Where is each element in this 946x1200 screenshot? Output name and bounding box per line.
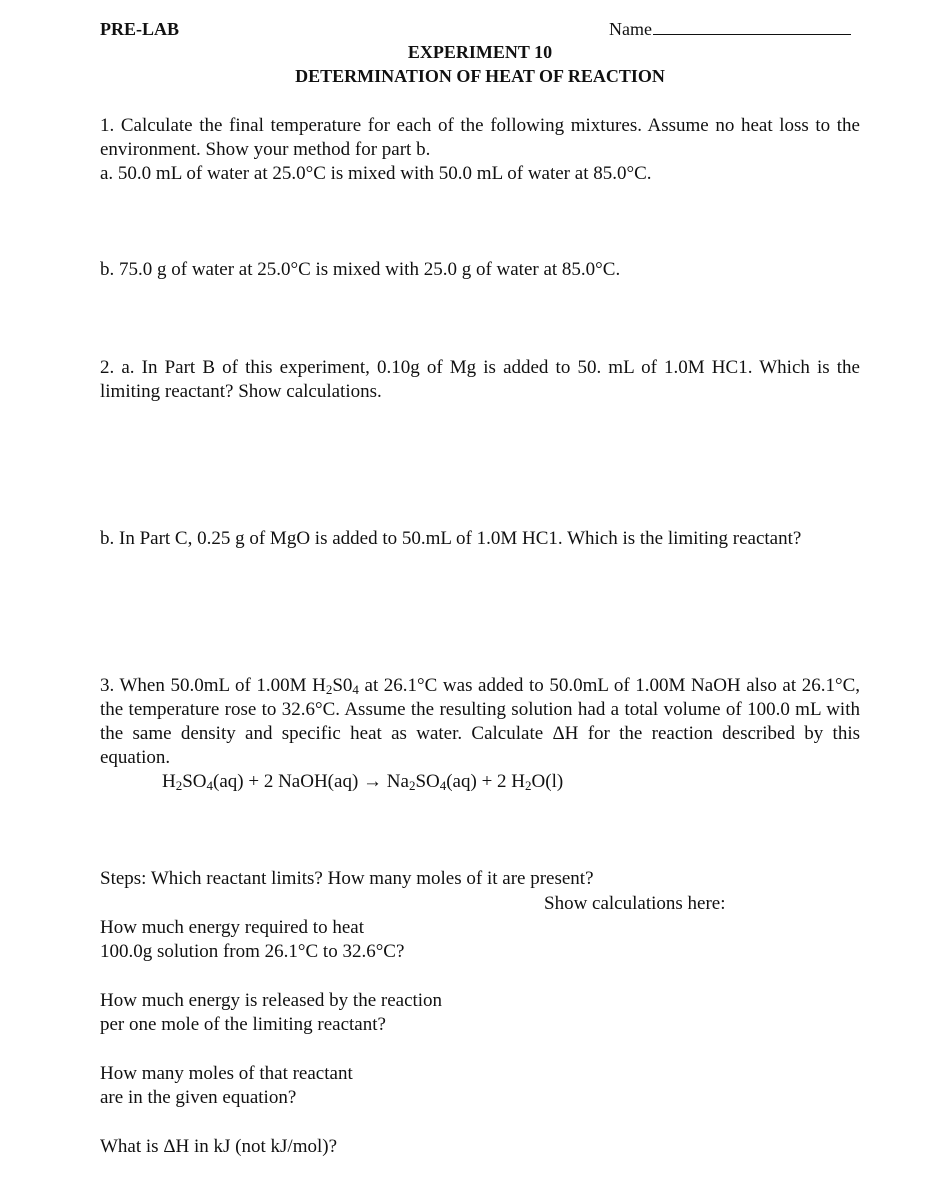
prelab-label: PRE-LAB <box>100 19 180 39</box>
eq-part: SO <box>415 771 440 792</box>
name-label: Name <box>609 19 652 39</box>
q3-prompt <box>100 674 860 770</box>
q1-part-b: b. 75.0 g of water at 25.0°C is mixed with 25.0 g of water at 85.0°C. <box>100 259 621 280</box>
eq-sub: 2 <box>175 778 183 793</box>
q3-sub-2: 4 <box>352 682 359 697</box>
eq-part: O(l) <box>531 771 564 792</box>
step-3-line-1: How many moles of that reactant <box>100 1063 353 1084</box>
eq-sub: 2 <box>408 778 416 793</box>
q2-part-a: 2. a. In Part B of this experiment, 0.10g of Mg is added to 50. mL of 1.0M HC1. Which is the limiting reactant? Show calculations. <box>100 357 860 402</box>
q3-sub-1: 2 <box>325 682 333 697</box>
eq-part: (aq) + 2 H <box>446 771 526 792</box>
eq-part: SO <box>182 771 207 792</box>
step-2-line-2: per one mole of the limiting reactant? <box>100 1014 386 1035</box>
q3-text-3: at 26.1°C was added to 50.0mL of 1.00M NaOH also at 26.1°C, the temperature rose to 32.6°C. Assume the resulting solution had a total volume of 100.0 mL with the same density and specific heat as water. Calculate ΔH for the reaction described by this equation. <box>100 675 860 768</box>
q3-text-2: S0 <box>332 675 353 696</box>
q1-prompt: 1. Calculate the final temperature for each of the following mixtures. Assume no heat loss to the environment. Show your method for part b. <box>100 115 860 160</box>
step-4: What is ΔH in kJ (not kJ/mol)? <box>100 1136 338 1157</box>
q1-part-a: a. 50.0 mL of water at 25.0°C is mixed with 50.0 mL of water at 85.0°C. <box>100 163 652 184</box>
eq-part: (aq) + 2 NaOH(aq) → Na <box>213 771 409 792</box>
step-2-line-1: How much energy is released by the reaction <box>100 990 443 1011</box>
eq-part: H <box>162 771 176 792</box>
step-1-line-2: 100.0g solution from 26.1°C to 32.6°C? <box>100 941 405 962</box>
q3-text-1: 3. When 50.0mL of 1.00M H <box>100 675 326 696</box>
step-1-line-1: How much energy required to heat <box>100 917 364 938</box>
eq-sub: 2 <box>525 778 532 793</box>
name-blank-line[interactable] <box>653 19 851 35</box>
show-calculations-label: Show calculations here: <box>544 893 726 914</box>
eq-sub: 4 <box>206 778 214 793</box>
step-3-line-2: are in the given equation? <box>100 1087 297 1108</box>
steps-intro: Steps: Which reactant limits? How many moles of it are present? <box>100 868 594 889</box>
q2-part-b: b. In Part C, 0.25 g of MgO is added to 50.mL of 1.0M HC1. Which is the limiting reactant? <box>100 528 802 549</box>
name-field[interactable] <box>609 18 851 40</box>
q3-equation <box>162 770 563 794</box>
experiment-number: EXPERIMENT 10 <box>407 42 553 62</box>
eq-sub: 4 <box>439 778 447 793</box>
page-title: DETERMINATION OF HEAT OF REACTION <box>295 66 665 86</box>
